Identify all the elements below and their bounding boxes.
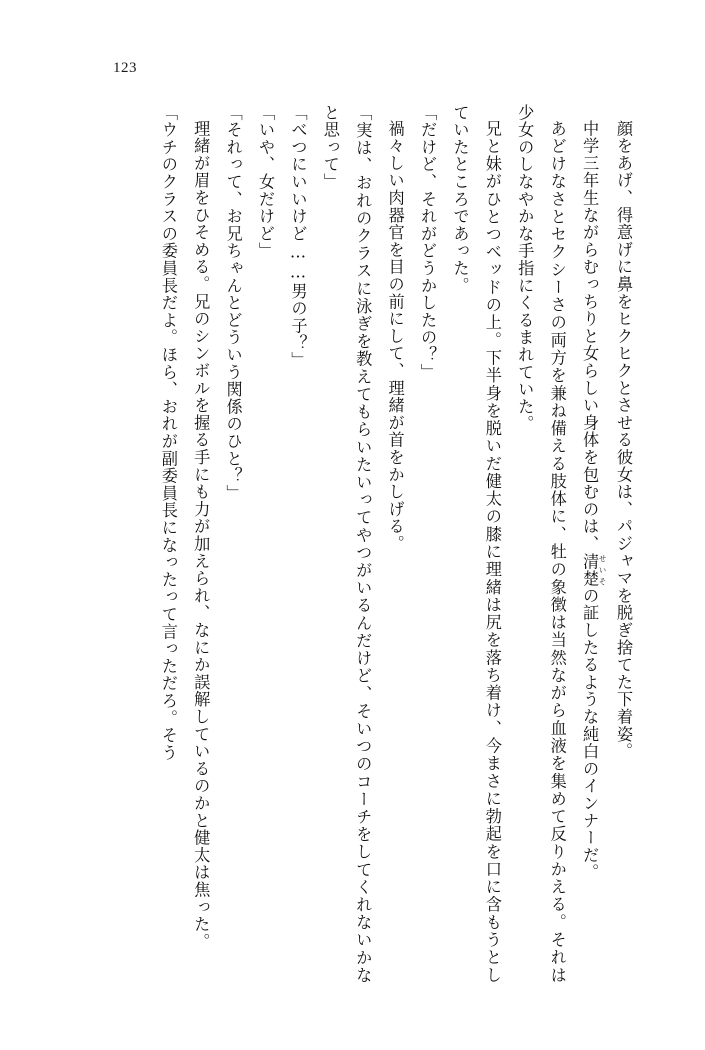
paragraph: あどけなさとセクシーさの両方を兼ね備える肢体に、牡の象徴は当然ながら血液を集めて反りかえる。それは少女のしなやかな手指にくるまれていた。 xyxy=(515,104,567,984)
paragraph: 兄と妹がひとつベッドの上。下半身を脱いだ健太の膝に理緒は尻を落ち着け、今まさに勃起を口に含もうとしていたところであった。 xyxy=(450,104,502,984)
paragraph: 「実は、おれのクラスに泳ぎを教えてもらいたいってやつがいるんだけど、そいつのコーチをしてくれないかなと思って」 xyxy=(320,104,373,984)
paragraph: 理緒が眉をひそめる。兄のシンボルを握る手にも力が加えられ、なにか誤解しているのかと健太は焦った。 xyxy=(191,120,211,951)
paragraph: 禍々しい肉器官を目の前にして、理緒が首をかしげる。 xyxy=(385,120,405,553)
paragraph: 「べつにいいけど……男の子？」 xyxy=(288,104,308,370)
paragraph: 中学三年生ながらむっちりと女らしい身体を包むのは、清楚 せいその証したるような純白のインナーだ。 xyxy=(580,120,608,882)
paragraph: 「それって、お兄ちゃんとどういう関係のひと？」 xyxy=(223,104,243,502)
paragraph: 「ウチのクラスの委員長だよ。ほら、おれが副委員長になったって言っただろ。そう xyxy=(158,104,178,762)
paragraph: 「だけど、それがどうかしたの？」 xyxy=(418,104,438,381)
ruby-annotation: 清楚 せいそ xyxy=(580,552,608,588)
page-text-body xyxy=(88,104,639,984)
paragraph: 顔をあげ、得意げに鼻をヒクヒクとさせる彼女は、パジャマを脱ぎ捨てた下着姿。 xyxy=(614,120,633,761)
paragraph: 「いや、女だけど」 xyxy=(256,104,276,260)
page-number: 123 xyxy=(113,60,137,76)
